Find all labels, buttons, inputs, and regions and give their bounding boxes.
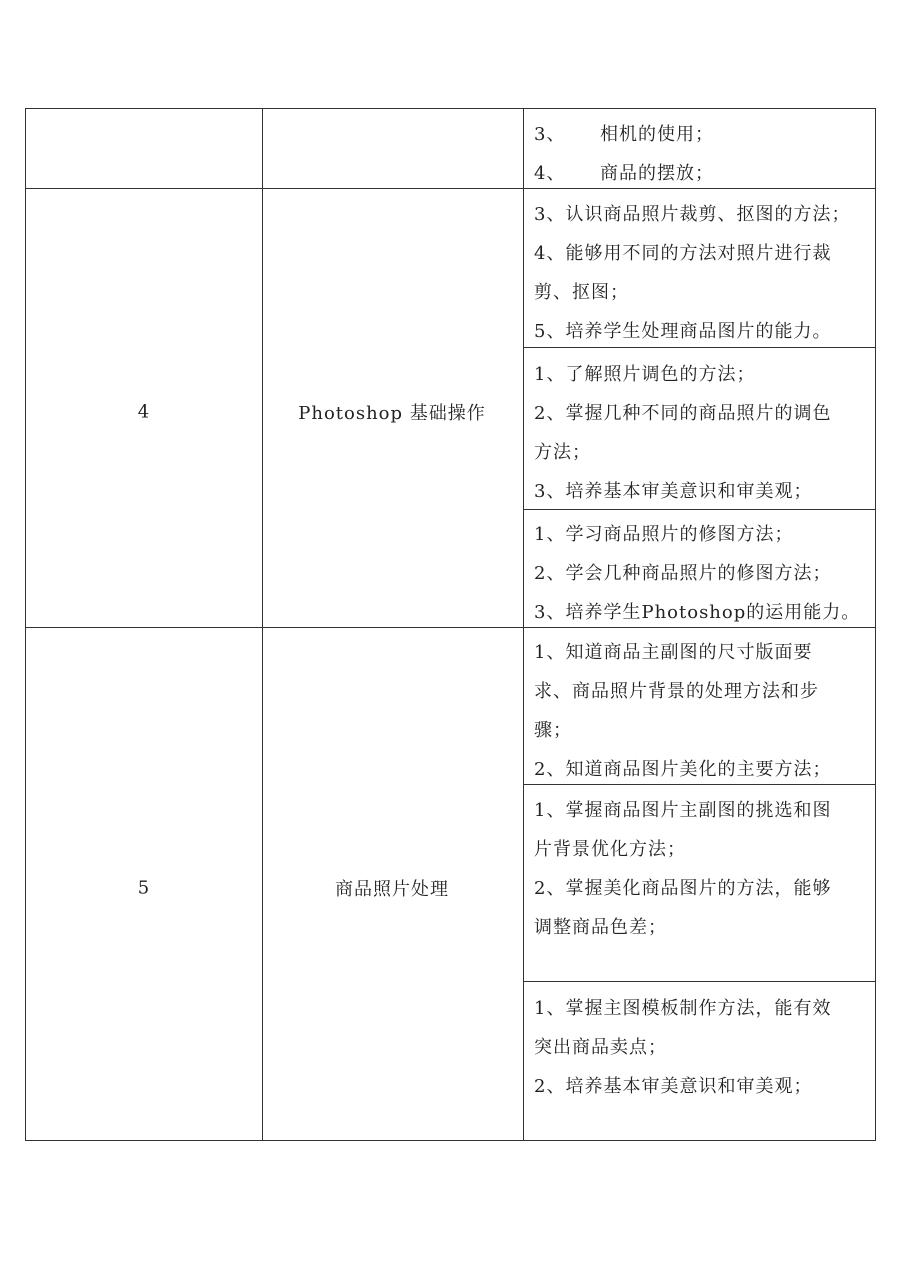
course-table (25, 108, 876, 1141)
list-item: 1、知道商品主副图的尺寸版面要 (534, 642, 813, 663)
list-item: 求、商品照片背景的处理方法和步 (534, 681, 819, 702)
list-item: 3、认识商品照片裁剪、抠图的方法； (534, 204, 851, 225)
row0-content (534, 115, 714, 193)
row2-module-name: 商品照片处理 (335, 879, 449, 900)
list-item: 1、了解照片调色的方法； (534, 364, 756, 385)
list-item: 2、学会几种商品照片的修图方法； (534, 563, 832, 584)
list-item: 2、知道商品图片美化的主要方法； (534, 759, 832, 780)
list-item: 2、掌握美化商品图片的方法，能够 (534, 878, 832, 899)
list-item: 剪、抠图； (534, 282, 629, 303)
row2-number: 5 (137, 877, 151, 899)
list-item: 3、培养学生Photoshop的运用能力。 (534, 602, 861, 623)
list-item: 1、掌握主图模板制作方法，能有效 (534, 998, 832, 1019)
row1-number: 4 (137, 401, 151, 423)
list-item: 突出商品卖点； (534, 1037, 667, 1058)
list-item: 4、 商品的摆放； (534, 163, 714, 184)
row1-module-name: Photoshop 基础操作 (298, 403, 486, 424)
list-item: 3、 相机的使用； (534, 124, 714, 145)
list-item: 1、掌握商品图片主副图的挑选和图 (534, 800, 832, 821)
list-item: 骤； (534, 720, 572, 741)
column-divider-1 (262, 109, 263, 1140)
list-item: 调整商品色差； (534, 917, 667, 938)
list-item: 2、掌握几种不同的商品照片的调色 (534, 403, 832, 424)
row1-block-b (534, 355, 831, 511)
list-item: 3、培养基本审美意识和审美观； (534, 481, 813, 502)
row1-block-c (534, 515, 860, 632)
list-item: 1、学习商品照片的修图方法； (534, 524, 794, 545)
list-item: 4、能够用不同的方法对照片进行裁 (534, 243, 832, 264)
list-item: 方法； (534, 442, 591, 463)
row2-block-a (534, 633, 831, 789)
column-divider-2 (523, 109, 524, 1140)
row2-block-c (534, 989, 831, 1106)
row-divider-1 (26, 188, 875, 189)
row1-block-a (534, 195, 850, 351)
list-item: 5、培养学生处理商品图片的能力。 (534, 321, 832, 342)
list-item: 片背景优化方法； (534, 839, 686, 860)
sub-divider-4 (523, 981, 875, 982)
list-item: 2、培养基本审美意识和审美观； (534, 1076, 813, 1097)
row2-block-b (534, 791, 831, 947)
